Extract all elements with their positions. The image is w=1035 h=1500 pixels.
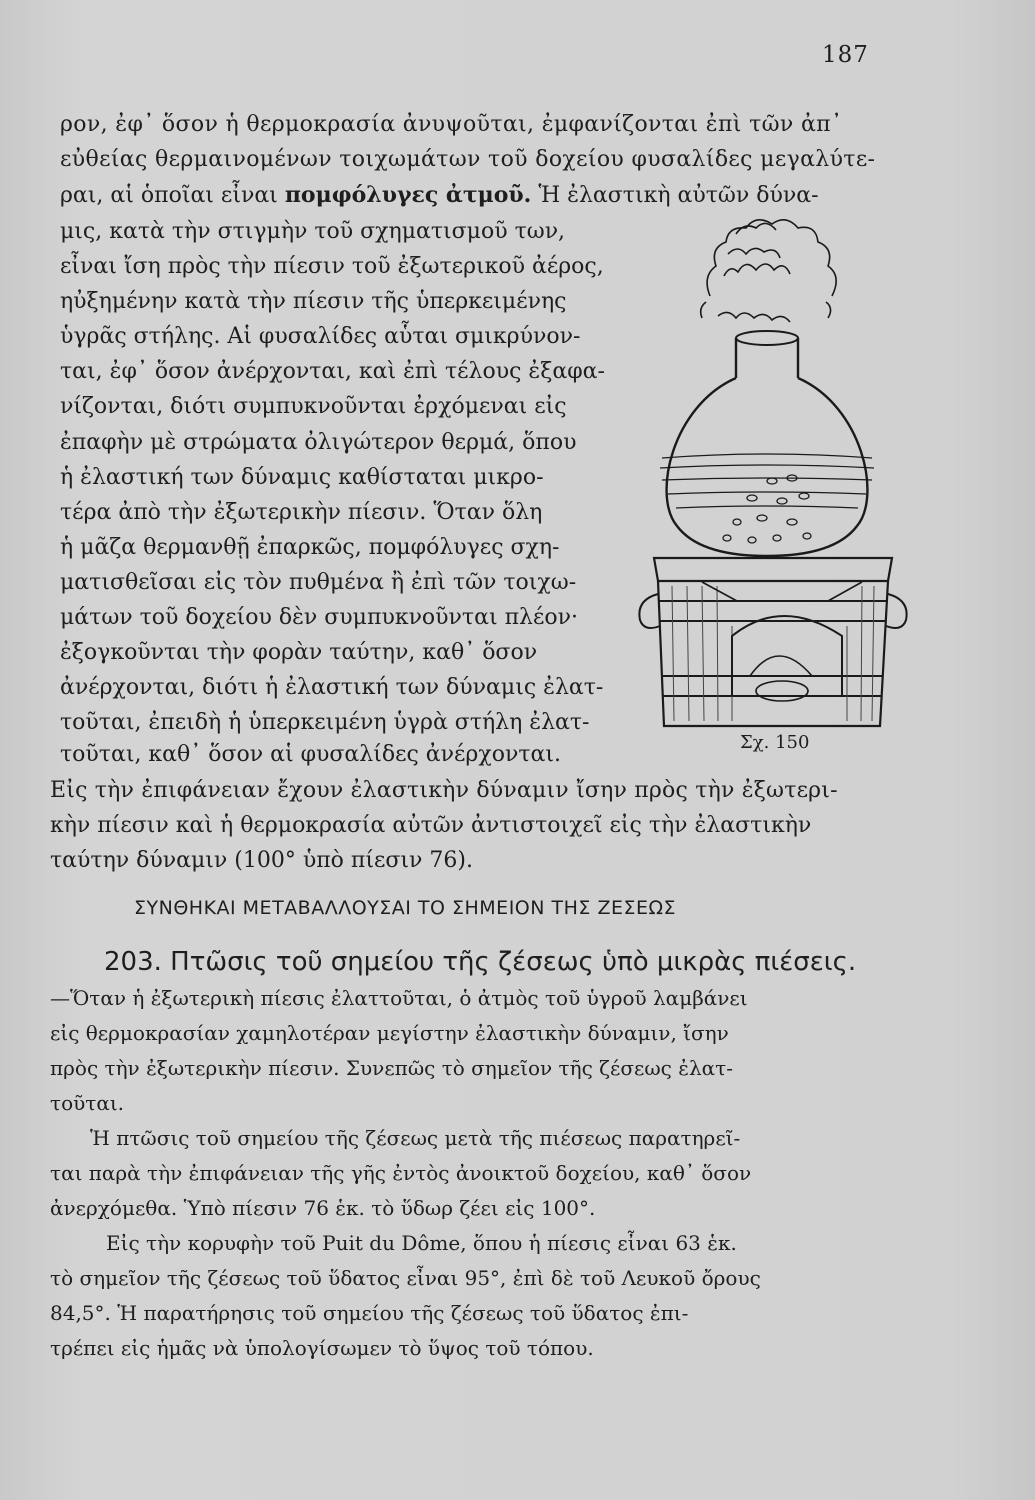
text-line: ἀνέρχονται, διότι ἡ ἐλαστική των δύναμις ἐλατ- — [60, 675, 604, 700]
page-number: 187 — [822, 42, 869, 68]
text-line: ηὐξημένην κατὰ τὴν πίεσιν τῆς ὑπερκειμένης — [60, 289, 567, 314]
text-line: ται, ἐφ᾽ ὅσον ἀνέρχονται, καὶ ἐπὶ τέλους ἐξαφα- — [60, 359, 605, 384]
text-line: ἡ μᾶζα θερμανθῇ ἐπαρκῶς, πομφόλυγες σχη- — [60, 535, 560, 560]
boiling-flask-illustration — [632, 206, 914, 751]
text-line: πρὸς τὴν ἐξωτερικὴν πίεσιν. Συνεπῶς τὸ σημεῖον τῆς ζέσεως ἐλατ- — [50, 1056, 733, 1080]
subsection-title: 203. Πτῶσις τοῦ σημείου τῆς ζέσεως ὑπὸ μικρὰς πιέσεις. — [104, 947, 857, 977]
text-line: ματισθεῖσαι εἰς τὸν πυθμένα ἢ ἐπὶ τῶν τοιχω- — [60, 570, 577, 595]
text-line: ἐπαφὴν μὲ στρώματα ὀλιγώτερον θερμά, ὅπου — [60, 430, 577, 455]
section-heading: ΣΥΝΘΗΚΑΙ ΜΕΤΑΒΑΛΛΟΥΣΑΙ ΤΟ ΣΗΜΕΙΟΝ ΤΗΣ ΖΕΣΕΩΣ — [134, 897, 676, 919]
text-line: Εἰς τὴν ἐπιφάνειαν ἔχουν ἐλαστικὴν δύναμιν ἴσην πρὸς τὴν ἐξωτερι- — [50, 778, 838, 803]
figure-caption: Σχ. 150 — [740, 732, 810, 753]
text-segment: Ἡ ἐλαστικὴ αὐτῶν δύνα- — [538, 183, 819, 208]
text-line: ται παρὰ τὴν ἐπιφάνειαν τῆς γῆς ἐντὸς ἀνοικτοῦ δοχείου, καθ᾽ ὅσον — [50, 1161, 752, 1185]
text-line: τοῦται, καθ᾽ ὅσον αἱ φυσαλίδες ἀνέρχονται. — [60, 742, 561, 767]
text-line: εὐθείας θερμαινομένων τοιχωμάτων τοῦ δοχείου φυσαλίδες μεγαλύτε- — [60, 147, 876, 172]
text-line: εἰς θερμοκρασίαν χαμηλοτέραν μεγίστην ἐλαστικὴν δύναμιν, ἴσην — [50, 1021, 729, 1045]
text-line: μις, κατὰ τὴν στιγμὴν τοῦ σχηματισμοῦ των, — [60, 219, 566, 244]
text-line: —Ὅταν ἡ ἐξωτερικὴ πίεσις ἐλαττοῦται, ὁ ἀτμὸς τοῦ ὑγροῦ λαμβάνει — [50, 986, 748, 1010]
key-term: πομφόλυγες ἀτμοῦ. — [284, 182, 532, 208]
text-line: νίζονται, διότι συμπυκνοῦνται ἐρχόμεναι εἰς — [60, 394, 567, 419]
text-line: μάτων τοῦ δοχείου δὲν συμπυκνοῦνται πλέον· — [60, 605, 578, 630]
text-line: ἡ ἐλαστική των δύναμις καθίσταται μικρο- — [60, 465, 544, 490]
steam-icon — [701, 220, 837, 322]
text-line: εἶναι ἴση πρὸς τὴν πίεσιν τοῦ ἐξωτερικοῦ ἀέρος, — [60, 254, 604, 279]
text-segment: ραι, αἱ ὁποῖαι εἶναι — [60, 183, 278, 208]
text-line: 84,5°. Ἡ παρατήρησις τοῦ σημείου τῆς ζέσεως τοῦ ὕδατος ἐπι- — [50, 1301, 689, 1325]
text-line: ἀνερχόμεθα. Ὑπὸ πίεσιν 76 ἑκ. τὸ ὕδωρ ζέει εἰς 100°. — [50, 1196, 596, 1220]
text-line: ἐξογκοῦνται τὴν φορὰν ταύτην, καθ᾽ ὅσον — [60, 640, 538, 665]
text-line: τὸ σημεῖον τῆς ζέσεως τοῦ ὕδατος εἶναι 95°, ἐπὶ δὲ τοῦ Λευκοῦ ὄρους — [50, 1266, 761, 1290]
text-line: τοῦται. — [50, 1091, 125, 1115]
text-line: Ἡ πτῶσις τοῦ σημείου τῆς ζέσεως μετὰ τῆς πιέσεως παρατηρεῖ- — [90, 1126, 741, 1150]
text-line: Εἰς τὴν κορυφὴν τοῦ Puit du Dôme, ὅπου ἡ πίεσις εἶναι 63 ἑκ. — [106, 1231, 737, 1255]
text-line: ταύτην δύναμιν (100° ὑπὸ πίεσιν 76). — [50, 848, 473, 873]
text-line: τοῦται, ἐπειδὴ ἡ ὑπερκειμένη ὑγρὰ στήλη ἐλατ- — [60, 710, 590, 735]
text-line: τέρα ἀπὸ τὴν ἐξωτερικὴν πίεσιν. Ὅταν ὅλη — [60, 500, 543, 525]
text-line: τρέπει εἰς ἡμᾶς νὰ ὑπολογίσωμεν τὸ ὕψος τοῦ τόπου. — [50, 1336, 594, 1360]
text-line: ὑγρᾶς στήλης. Αἱ φυσαλίδες αὗται σμικρύνον- — [60, 324, 581, 349]
text-line: κὴν πίεσιν καὶ ἡ θερμοκρασία αὐτῶν ἀντιστοιχεῖ εἰς τὴν ἐλαστικὴν — [50, 813, 812, 838]
text-line: ρον, ἐφ᾽ ὅσον ἡ θερμοκρασία ἀνυψοῦται, ἐμφανίζονται ἐπὶ τῶν ἀπ᾽ — [60, 112, 843, 137]
